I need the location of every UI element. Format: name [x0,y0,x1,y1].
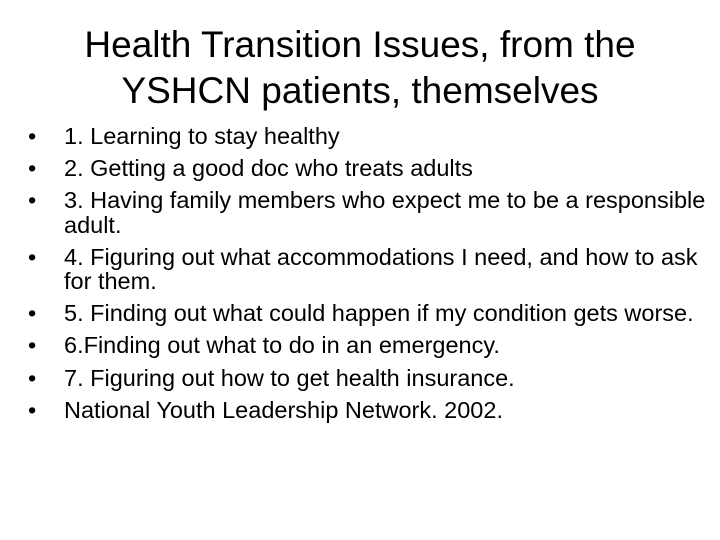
bullet-dot-icon: • [28,364,37,391]
slide-title-line-1: Health Transition Issues, from the [84,24,636,65]
bullet-text: National Youth Leadership Network. 2002. [64,396,503,423]
bullet-item [20,156,710,181]
bullet-dot-icon: • [28,300,37,327]
bullet-dot-icon: • [28,187,37,214]
bullet-item [20,188,710,237]
bullet-dot-icon: • [28,155,37,182]
bullet-text: 2. Getting a good doc who treats adults [64,155,473,182]
bullet-text: 3. Having family members who expect me to be a responsible adult. [64,187,706,238]
bullet-dot-icon: • [28,332,37,359]
bullet-text: 4. Figuring out what accommodations I need, and how to ask for them. [64,243,698,295]
bullet-dot-icon: • [28,396,37,423]
bullet-text: 5. Finding out what could happen if my condition gets worse. [64,300,694,327]
bullet-item [20,124,710,149]
bullet-item [20,245,710,294]
bullet-text: 6.Finding out what to do in an emergency. [64,332,500,359]
bullet-dot-icon: • [28,243,37,270]
bullet-item [20,366,710,391]
bullet-list [20,124,710,430]
slide-title-line-2: YSHCN patients, themselves [121,70,599,111]
slide-title [40,22,680,114]
bullet-dot-icon: • [28,123,37,149]
bullet-item [20,333,710,358]
bullet-text: 7. Figuring out how to get health insurance. [64,364,515,391]
bullet-item [20,301,710,326]
bullet-text: 1. Learning to stay healthy [64,123,340,149]
bullet-item [20,398,710,423]
